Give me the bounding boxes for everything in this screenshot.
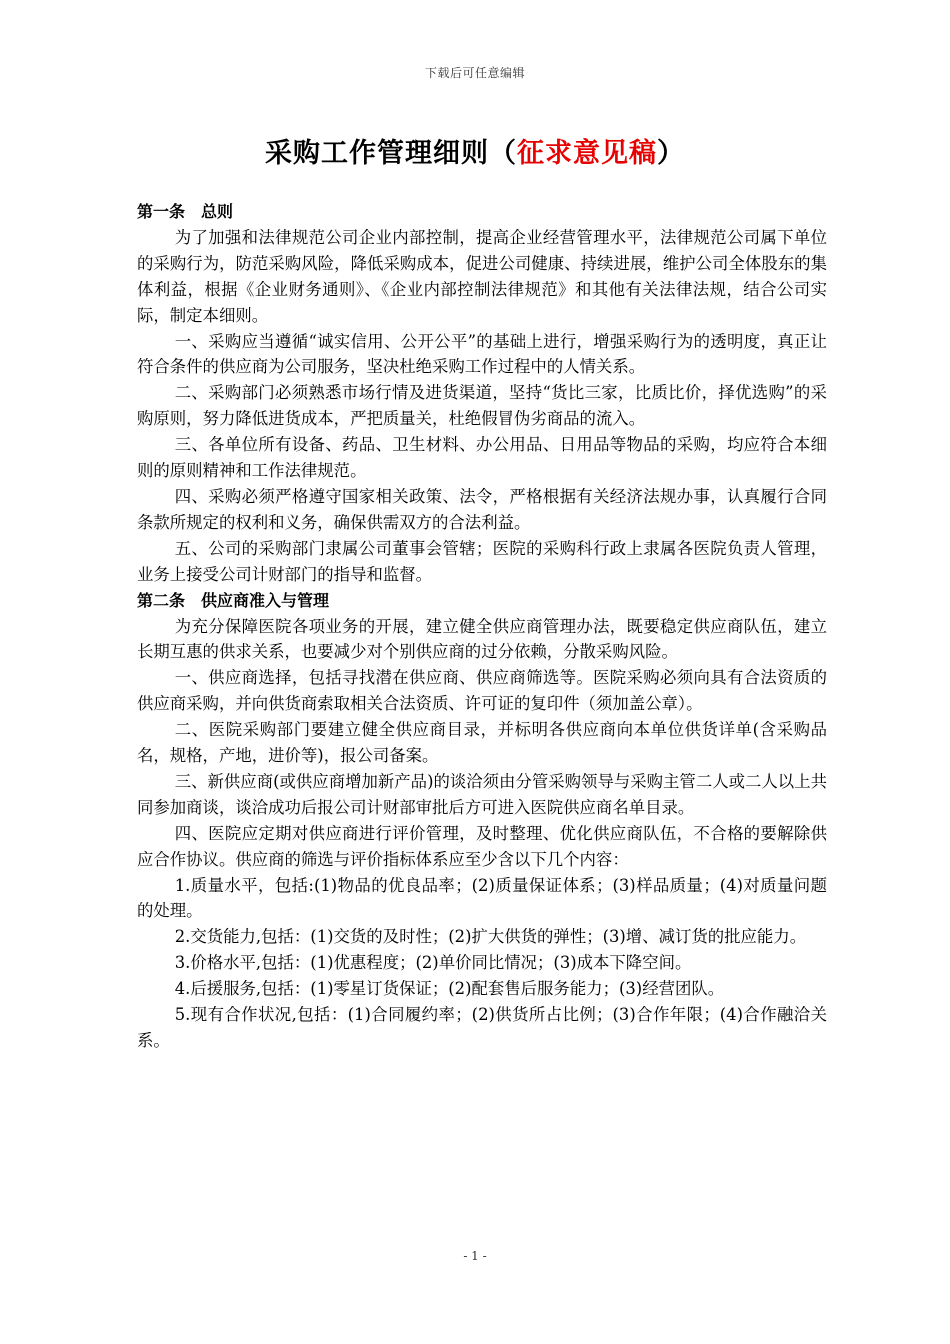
paragraph: 二、采购部门必须熟悉市场行情及进货渠道，坚持“货比三家，比质比价，择优选购”的采购原则，努力降低进货成本，严把质量关，杜绝假冒伪劣商品的流入。 <box>137 383 827 429</box>
paragraph: 一、采购应当遵循“诚实信用、公开公平”的基础上进行，增强采购行为的透明度，真正让符合条件的供应商为公司服务，坚决杜绝采购工作过程中的人情关系。 <box>137 331 827 377</box>
section-heading: 第一条 总则 <box>137 202 234 221</box>
paragraph: 为充分保障医院各项业务的开展，建立健全供应商管理办法，既要稳定供应商队伍，建立长期互惠的供求关系，也要减少对个别供应商的过分依赖，分散采购风险。 <box>137 616 827 662</box>
list-item: 3.价格水平,包括：(1)优惠程度；(2)单价同比情况；(3)成本下降空间。 <box>174 953 692 973</box>
document-title <box>0 131 950 170</box>
title-close: ） <box>657 138 685 169</box>
title-main: 采购工作管理细则（ <box>265 138 517 169</box>
title-draft-label: 征求意见稿 <box>517 138 657 169</box>
paragraph: 五、公司的采购部门隶属公司董事会管辖；医院的采购科行政上隶属各医院负责人管理，业务上接受公司计财部门的指导和监督。 <box>137 538 827 584</box>
list-item: 1.质量水平，包括:(1)物品的优良品率；(2)质量保证体系；(3)样品质量；(4)对质量问题的处理。 <box>137 875 827 921</box>
section-heading: 第二条 供应商准入与管理 <box>137 590 330 610</box>
list-item: 4.后援服务,包括：(1)零星订货保证；(2)配套售后服务能力；(3)经营团队。 <box>174 979 725 999</box>
list-item: 2.交货能力,包括：(1)交货的及时性；(2)扩大供货的弹性；(3)增、减订货的批应能力。 <box>174 927 807 947</box>
header-note: 下载后可任意编辑 <box>424 66 525 80</box>
paragraph: 三、新供应商(或供应商增加新产品)的谈洽须由分管采购领导与采购主管二人或二人以上共同参加商谈，谈洽成功后报公司计财部审批后方可进入医院供应商名单目录。 <box>137 771 827 817</box>
paragraph: 三、各单位所有设备、药品、卫生材料、办公用品、日用品等物品的采购，均应符合本细则的原则精神和工作法律规范。 <box>137 435 827 481</box>
paragraph: 二、医院采购部门要建立健全供应商目录，并标明各供应商向本单位供货详单(含采购品名，规格，产地，进价等)，报公司备案。 <box>137 720 827 766</box>
list-item: 5.现有合作状况,包括：(1)合同履约率；(2)供货所占比例；(3)合作年限；(4)合作融洽关系。 <box>137 1005 827 1050</box>
paragraph: 一、供应商选择，包括寻找潜在供应商、供应商筛选等。医院采购必须向具有合法资质的供应商采购，并向供货商索取相关合法资质、许可证的复印件（须加盖公章）。 <box>137 668 827 714</box>
document-body <box>137 199 827 1054</box>
paragraph: 四、采购必须严格遵守国家相关政策、法令，严格根据有关经济法规办事，认真履行合同条款所规定的权利和义务，确保供需双方的合法利益。 <box>137 486 827 532</box>
page-number: - 1 - <box>463 1249 487 1263</box>
paragraph: 四、医院应定期对供应商进行评价管理，及时整理、优化供应商队伍，不合格的要解除供应合作协议。供应商的筛选与评价指标体系应至少含以下几个内容： <box>137 823 827 869</box>
paragraph: 为了加强和法律规范公司企业内部控制，提高企业经营管理水平，法律规范公司属下单位的采购行为，防范采购风险，降低采购成本，促进公司健康、持续进展，维护公司全体股东的集体利益，根据《企业财务通则》、《企业内部控制法律规范》和其他有关法律法规，结合公司实际，制定本细则。 <box>137 227 827 325</box>
